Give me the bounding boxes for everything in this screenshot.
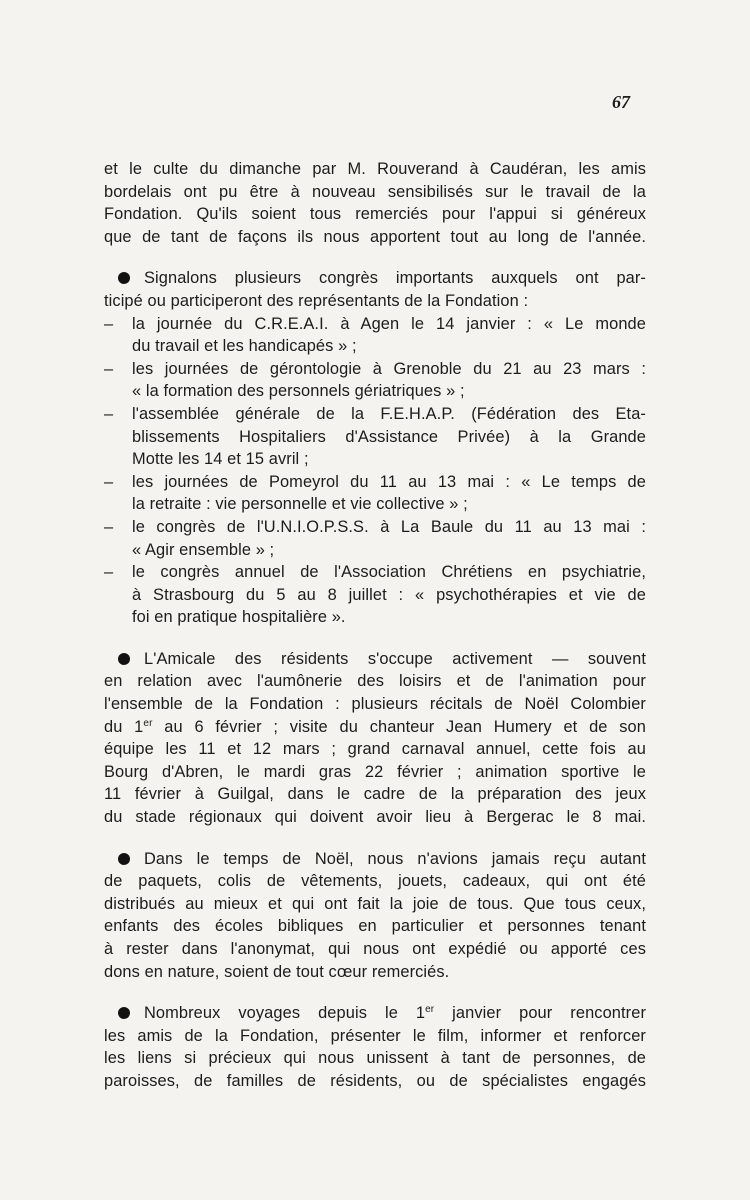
congress-list [104,313,646,629]
text-line: l'ensemble de la Fondation : plusieurs récitals de Noël Colombier [104,695,646,714]
body-text [104,158,646,1112]
paragraph-congresses [104,267,646,629]
bullet-icon [118,1007,130,1019]
page-number: 67 [612,92,630,112]
dash-icon: – [104,404,114,423]
text-line: en relation avec l'aumônerie des loisirs et de l'animation pour [104,672,646,691]
dash-icon: – [104,472,114,491]
text-line: les liens si précieux qui nous unissent à tant de personnes, de [104,1049,646,1068]
list-item: – la journée du C.R.E.A.I. à Agen le 14 janvier : « Le monde du travail et les handicapés » ; [104,314,646,356]
dash-icon: – [104,517,114,536]
text-line: paroisses, de familles de résidents, ou de spécialistes engagés [104,1071,646,1090]
paragraph-amicale [104,648,646,829]
text-line: Dans le temps de Noël, nous n'avions jamais reçu autant [144,849,646,868]
text-line: Signalons plusieurs congrès importants auxquels ont par- [144,269,646,288]
bullet-icon [118,272,130,284]
dash-icon: – [104,563,114,582]
text-line: à rester dans l'anonymat, qui nous ont expédié ou apporté ces [104,940,646,958]
text-line: Fondation. Qu'ils soient tous remerciés pour l'appui si généreux [104,205,646,224]
list-item: – le congrès annuel de l'Association Chrétiens en psychiatrie, à Strasbourg du 5 au 8 juillet : « psychothérapies et vie de foi en pratique hospitalière ». [104,563,646,627]
bullet-icon [118,653,130,665]
dash-icon: – [104,359,114,378]
text-line: 11 février à Guilgal, dans le cadre de la préparation des jeux [104,785,646,804]
text-line: L'Amicale des résidents s'occupe activement — souvent [144,649,646,668]
list-item: – les journées de gérontologie à Grenoble du 21 au 23 mars : « la formation des personnels gériatriques » ; [104,359,646,401]
text-line: du stade régionaux qui doivent avoir lieu à Bergerac le 8 mai. [104,808,646,827]
paragraph-christmas [104,848,646,984]
bullet-icon [118,853,130,865]
dash-icon: – [104,314,114,333]
paragraph-lead [104,267,646,312]
text-line: équipe les 11 et 12 mars ; grand carnaval annuel, cette fois au [104,740,646,759]
list-item: – l'assemblée générale de la F.E.H.A.P. (Fédération des Eta- blissements Hospitaliers d'Assistance Privée) à la Grande Motte les 14 et 15 avril ; [104,404,646,469]
list-item: – les journées de Pomeyrol du 11 au 13 mai : « Le temps de la retraite : vie personnelle et vie collective » ; [104,472,646,514]
text-line: dons en nature, soient de tout cœur remerciés. [104,962,450,981]
text-line: enfants des écoles bibliques en particulier et personnes tenant [104,917,646,936]
text-line: du 1er au 6 février ; visite du chanteur Jean Humery et de son [104,717,646,736]
text-line: de paquets, colis de vêtements, jouets, cadeaux, qui ont été [104,872,646,891]
list-item: – le congrès de l'U.N.I.O.P.S.S. à La Baule du 11 au 13 mai : « Agir ensemble » ; [104,517,646,559]
paragraph-travels: Nombreux voyages depuis le 1er janvier pour rencontrer les amis de la Fondation, présenter le film, informer et renforcer les liens si précieux qui nous unissent à tant de personnes, de paroisses, de familles de résidents, ou de spécialistes engagés [104,1002,646,1092]
text-line: Bourg d'Abren, le mardi gras 22 février ; animation sportive le [104,762,646,781]
text-line: que de tant de façons ils nous apportent tout au long de l'année. [104,227,646,246]
text-line: distribués au mieux et qui ont fait la joie de tous. Que tous ceux, [104,894,646,913]
text-line: et le culte du dimanche par M. Rouverand à Caudéran, les amis [104,160,646,178]
paragraph-thanks-bordeaux [104,158,646,248]
text-line: bordelais ont pu être à nouveau sensibilisés sur le travail de la [104,182,646,201]
text-line: les amis de la Fondation, présenter le film, informer et renforcer [104,1026,646,1045]
text-line: ticipé ou participeront des représentants de la Fondation : [104,291,529,310]
